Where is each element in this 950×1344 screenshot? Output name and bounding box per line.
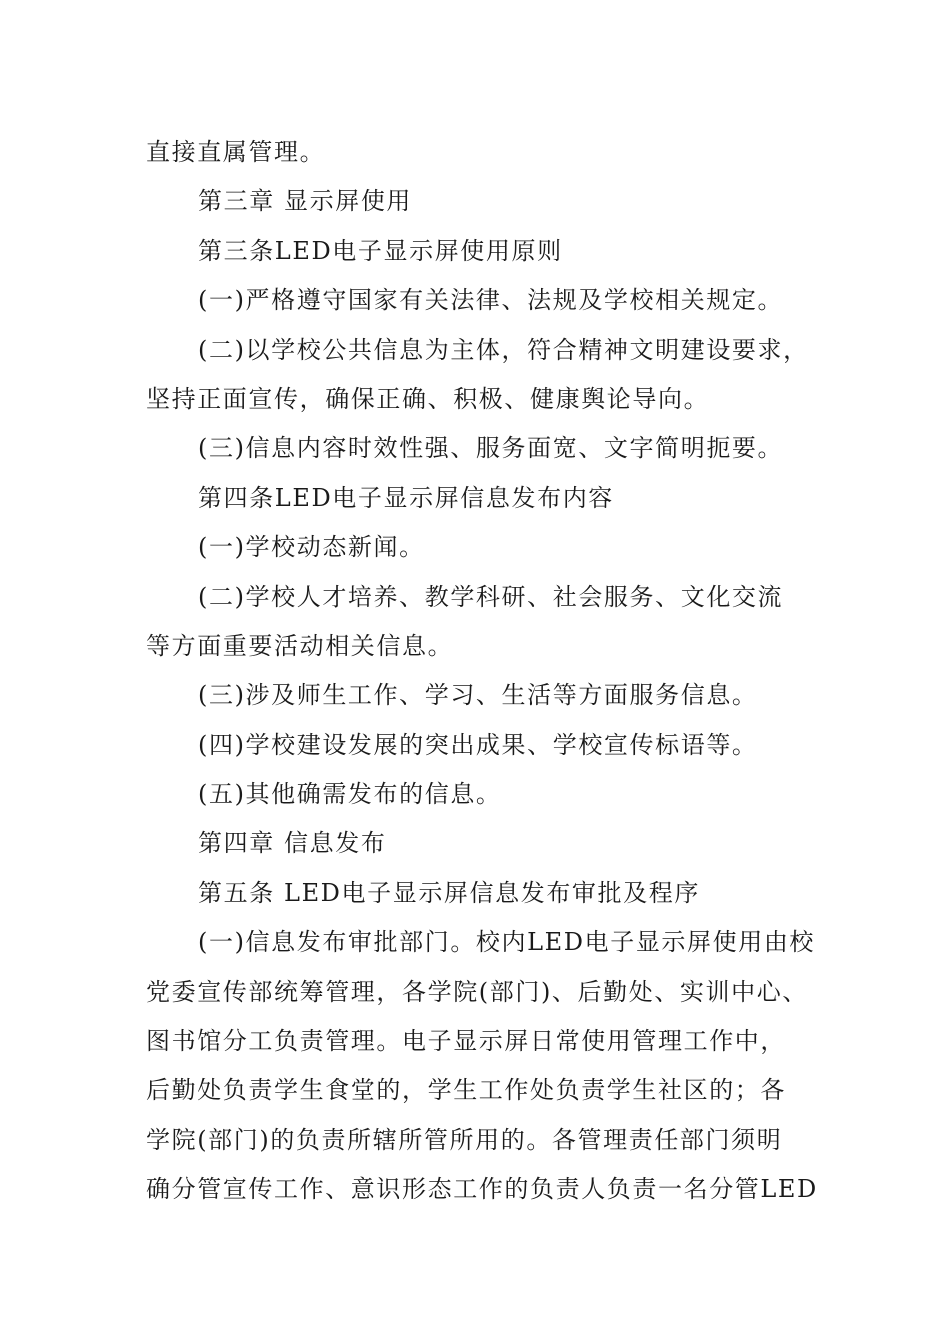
list-item: (一)学校动态新闻。 [198, 533, 425, 562]
list-item: (二)以学校公共信息为主体，符合精神文明建设要求， [198, 335, 809, 364]
article-heading: 第四条LED电子显示屏信息发布内容 [198, 483, 614, 512]
article-heading: 第五条 LED电子显示屏信息发布审批及程序 [198, 878, 700, 907]
chapter-heading: 第四章 信息发布 [198, 829, 387, 858]
list-item: (一)严格遵守国家有关法律、法规及学校相关规定。 [198, 286, 784, 315]
paragraph-line: 坚持正面宣传，确保正确、积极、健康舆论导向。 [146, 384, 710, 413]
paragraph-line: 确分管宣传工作、意识形态工作的负责人负责一名分管LED [146, 1175, 818, 1204]
list-item: (五)其他确需发布的信息。 [198, 780, 502, 809]
paragraph-line: 直接直属管理。 [146, 138, 326, 166]
article-heading: 第三条LED电子显示屏使用原则 [198, 236, 563, 265]
chapter-heading: 第三章 显示屏使用 [198, 187, 413, 216]
list-item: (一)信息发布审批部门。校内LED电子显示屏使用由校 [198, 928, 816, 957]
list-item: (三)涉及师生工作、学习、生活等方面服务信息。 [198, 681, 758, 710]
paragraph-line: 党委宣传部统筹管理，各学院(部门)、后勤处、实训中心、 [146, 977, 808, 1006]
paragraph-line: 后勤处负责学生食堂的，学生工作处负责学生社区的；各 [146, 1076, 786, 1105]
paragraph-line: 学院(部门)的负责所辖所管所用的。各管理责任部门须明 [146, 1125, 783, 1154]
paragraph-line: 图书馆分工负责管理。电子显示屏日常使用管理工作中， [146, 1027, 786, 1056]
list-item: (二)学校人才培养、教学科研、社会服务、文化交流 [198, 582, 784, 611]
paragraph-line: 等方面重要活动相关信息。 [146, 631, 454, 660]
document-body [146, 128, 826, 1215]
list-item: (四)学校建设发展的突出成果、学校宣传标语等。 [198, 730, 758, 759]
list-item: (三)信息内容时效性强、服务面宽、文字简明扼要。 [198, 434, 784, 463]
